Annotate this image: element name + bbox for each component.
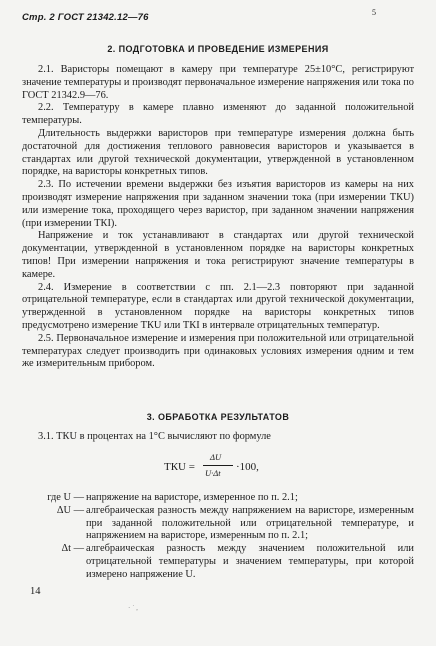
formula-rhs: ·100,	[236, 461, 259, 473]
page-number: 14	[30, 586, 41, 597]
section-2-body	[22, 64, 414, 371]
paragraph-duration: Длительность выдержки варисторов при температуре измерения должна быть достаточной для достижения теплового равновесия варисторов и указывается в стандартах или другой технической документации, утвержденной в установленном порядке, на варисторы конкретных типов.	[22, 127, 414, 178]
definition-row	[22, 543, 414, 581]
definition-text: алгебраическая разность между напряжением на варисторе, измеренным при заданной положительной или отрицательной температуре, и напряжением на варисторе, измеренным по п. 2.1;	[86, 504, 414, 542]
section-3-title: 3. ОБРАБОТКА РЕЗУЛЬТАТОВ	[146, 412, 290, 422]
definition-term: где U —	[47, 492, 84, 503]
paragraph-2-5: 2.5. Первоначальное измерение и измерения при положительной или отрицательной температурах следует производить при одинаковых условиях измерения одним и тем же измерительным прибором.	[22, 332, 414, 370]
section-2-title: 2. ПОДГОТОВКА И ПРОВЕДЕНИЕ ИЗМЕРЕНИЯ	[107, 44, 329, 54]
scan-speck: · ˙ ,	[128, 604, 138, 612]
definition-row	[22, 492, 414, 505]
paragraph-2-2: 2.2. Температуру в камере плавно изменяют до заданной положительной температуры.	[22, 102, 414, 127]
formula-lhs: ТКU =	[164, 461, 195, 473]
formula-denominator: U·Δt	[205, 468, 221, 478]
paragraph-2-3: 2.3. По истечении времени выдержки без изъятия варисторов из камеры на них производят измерение напряжения при заданном значении тока (при измерении ТКU) или измерение тока, проходящего через варистор, при заданном значении напряжения (при измерении ТКI).	[22, 179, 414, 229]
paragraph-voltage-current: Напряжение и ток устанавливают в стандартах или другой технической документации, утвержденной в установленном порядке на варисторы конкретных типов! При измерении напряжения и тока регистрируют значение температуры в камере.	[22, 230, 414, 280]
tku-formula	[0, 452, 436, 482]
paragraph-2-1: 2.1. Варисторы помещают в камеру при температуре 25±10°С, регистрируют значение температуры и производят первоначальное измерение напряжения или тока по ГОСТ 21342.9—76.	[22, 64, 414, 101]
definition-term: ΔU —	[56, 504, 84, 516]
section-3-body	[22, 431, 414, 444]
paragraph-3-1: 3.1. ТКU в процентах на 1°С вычисляют по формуле	[38, 431, 271, 442]
paragraph-2-4: 2.4. Измерение в соответствии с пп. 2.1—2.3 повторяют при заданной отрицательной температуре, если в стандартах или другой технической документации, утвержденной в установленном порядке на варисторы конкретных типов предусмотрено измерение ТКU или ТКI в интервале отрицательных температур.	[22, 281, 414, 331]
definition-term: Δt —	[61, 543, 84, 555]
definition-text: напряжение на варисторе, измеренное по п. 2.1;	[86, 492, 298, 503]
definition-text: алгебраическая разность между значением положительной или отрицательной температуры и значением температуры, при которой измерено напряжение U.	[86, 543, 414, 580]
definition-row	[22, 505, 414, 543]
formula-definitions	[22, 492, 414, 582]
corner-mark: 5	[372, 8, 376, 17]
page-header: Стр. 2 ГОСТ 21342.12—76	[22, 12, 149, 23]
fraction-bar	[203, 465, 233, 466]
formula-numerator: ΔU	[210, 452, 222, 462]
